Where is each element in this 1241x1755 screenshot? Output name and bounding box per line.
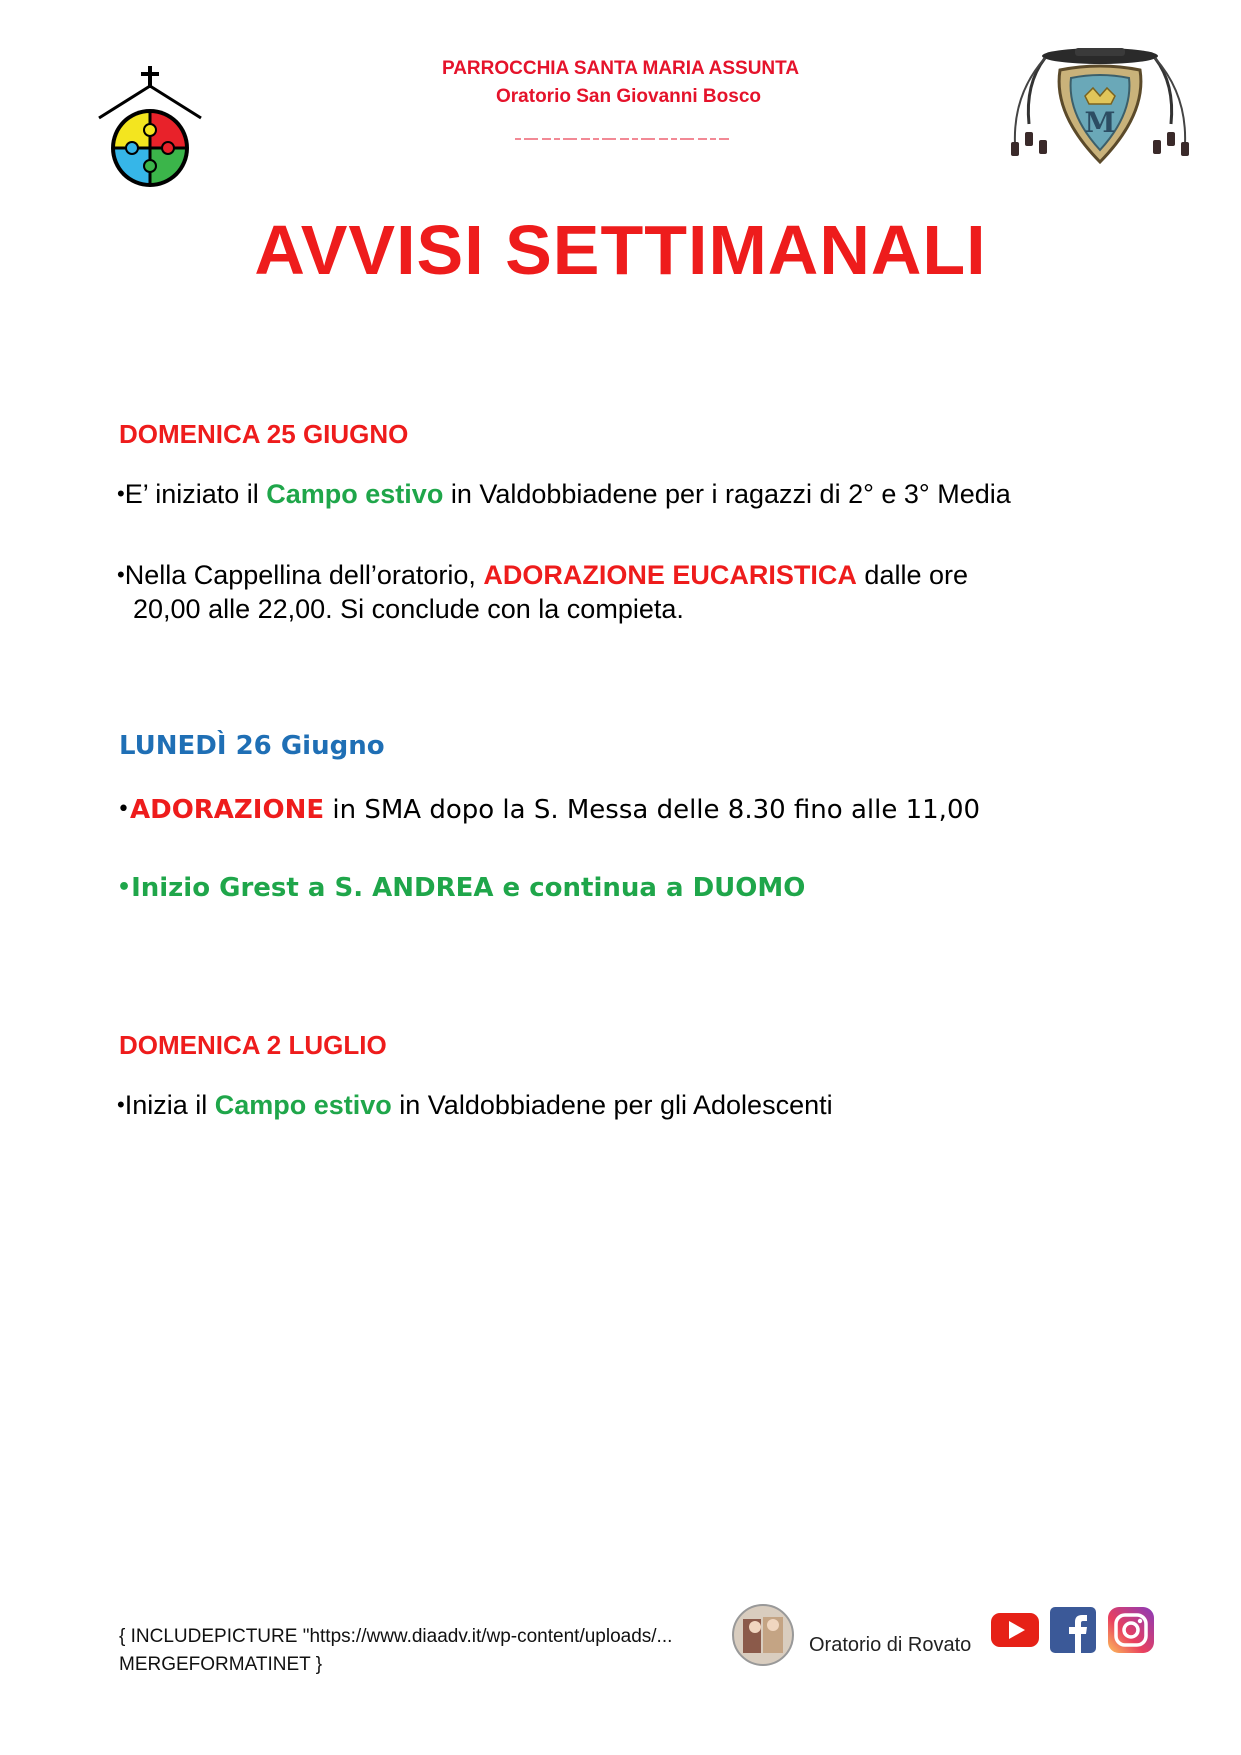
section-heading-domenica-25: DOMENICA 25 GIUGNO bbox=[119, 419, 409, 449]
field-code-line: { INCLUDEPICTURE "https://www.diaadv.it/wp-content/uploads/... bbox=[119, 1626, 673, 1647]
item-text-pre: E’ iniziato il bbox=[124, 479, 267, 509]
item-highlight: Campo estivo bbox=[214, 1090, 392, 1120]
oratory-name: Oratorio San Giovanni Bosco bbox=[496, 86, 761, 107]
field-code-line: MERGEFORMATINET } bbox=[119, 1654, 323, 1675]
list-item bbox=[117, 477, 1011, 511]
item-text-pre: Inizia il bbox=[124, 1090, 215, 1120]
list-item bbox=[117, 558, 968, 592]
item-highlight: Campo estivo bbox=[266, 479, 444, 509]
item-text-post: in Valdobbiadene per i ragazzi di 2° e 3° Media bbox=[443, 479, 1011, 509]
item-continuation: 20,00 alle 22,00. Si conclude con la compieta. bbox=[133, 594, 684, 624]
bullet-icon: • bbox=[117, 562, 125, 587]
bullet-icon: • bbox=[117, 875, 132, 900]
oratorio-di-rovato-label[interactable]: Oratorio di Rovato bbox=[809, 1634, 972, 1656]
list-item bbox=[117, 793, 980, 827]
item-text-post: dalle ore bbox=[856, 560, 968, 590]
youtube-icon[interactable] bbox=[990, 1612, 1040, 1648]
list-item bbox=[117, 1088, 833, 1122]
instagram-icon[interactable] bbox=[1108, 1607, 1154, 1653]
bullet-icon: • bbox=[117, 481, 125, 506]
item-highlight: ADORAZIONE EUCARISTICA bbox=[483, 560, 857, 590]
oratorio-logo-icon bbox=[95, 62, 207, 190]
page-title: AVVISI SETTIMANALI bbox=[254, 211, 987, 289]
section-heading-lunedi-26: LUNEDÌ 26 Giugno bbox=[119, 731, 385, 761]
header-decoration bbox=[515, 138, 729, 140]
item-highlight: Inizio Grest a S. ANDREA e continua a DUOMO bbox=[131, 873, 806, 903]
item-text-pre: Nella Cappellina dell’oratorio, bbox=[124, 560, 484, 590]
list-item bbox=[117, 871, 805, 905]
svg-text:M: M bbox=[1084, 106, 1116, 139]
bullet-icon: • bbox=[117, 797, 130, 822]
oratorio-avatar-icon[interactable] bbox=[731, 1603, 795, 1667]
item-text-post: in SMA dopo la S. Messa delle 8.30 fino alle 11,00 bbox=[324, 795, 981, 825]
section-heading-domenica-2: DOMENICA 2 LUGLIO bbox=[119, 1030, 387, 1060]
bullet-icon: • bbox=[117, 1092, 125, 1117]
item-text-post: in Valdobbiadene per gli Adolescenti bbox=[391, 1090, 833, 1120]
facebook-icon[interactable] bbox=[1050, 1607, 1096, 1653]
item-highlight: ADORAZIONE bbox=[129, 795, 325, 825]
coat-of-arms-icon bbox=[1005, 44, 1195, 174]
parish-name: PARROCCHIA SANTA MARIA ASSUNTA bbox=[441, 58, 800, 79]
